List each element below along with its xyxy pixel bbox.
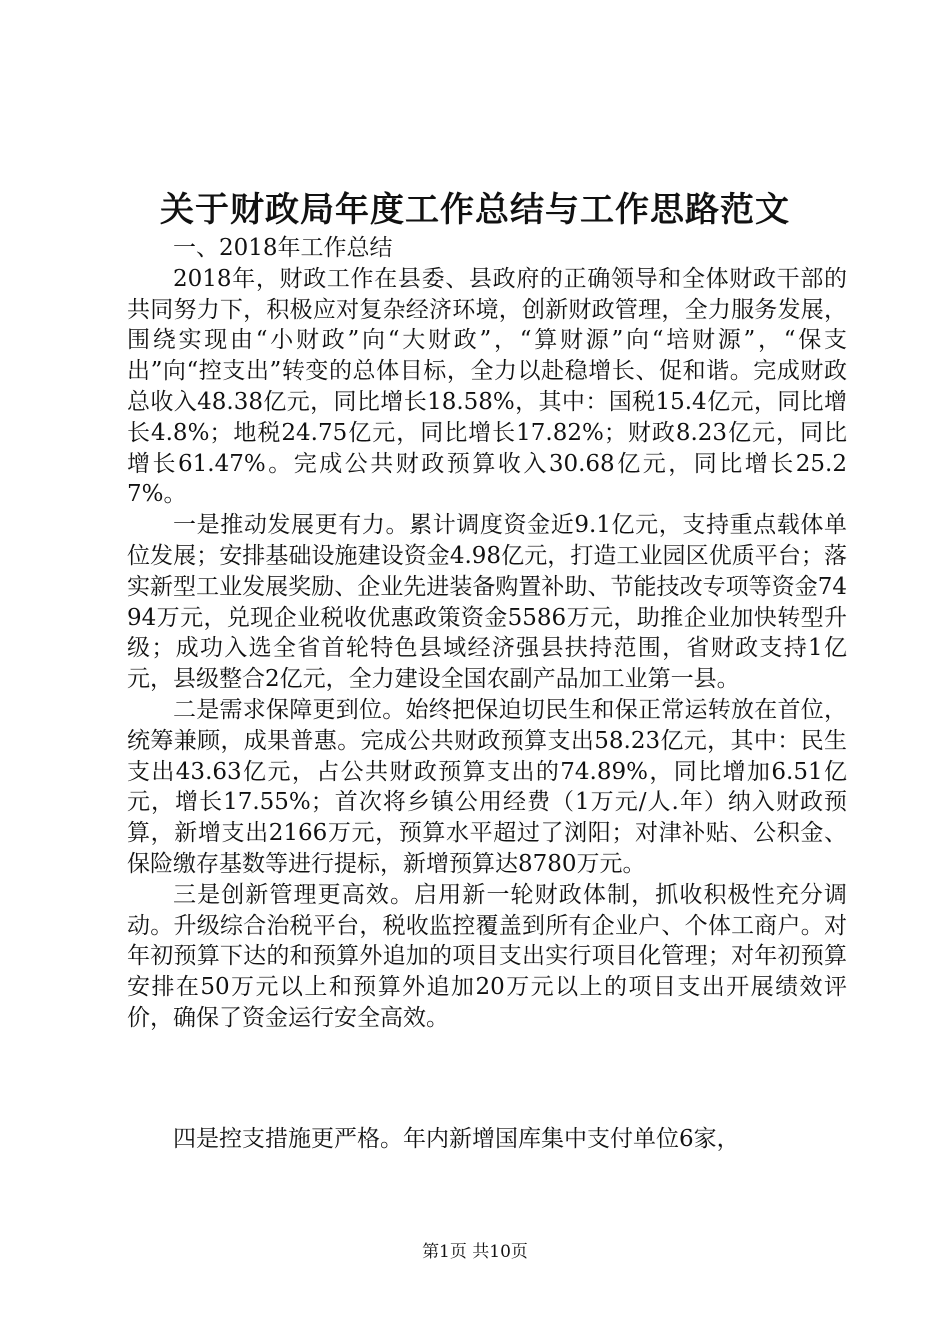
document-title: 关于财政局年度工作总结与工作思路范文 (160, 190, 790, 230)
section-heading: 一、2018年工作总结 (173, 235, 393, 261)
page-number-footer: 第1页 共10页 (422, 1242, 528, 1262)
paragraph-guarantee: 二是需求保障更到位。始终把保迫切民生和保正常运转放在首位，统筹兼顾，成果普惠。完成公共财政预算支出58.23亿元，其中：民生支出43.63亿元，占公共财政预算支出的74.89%，同比增加6.51亿元，增长17.55%；首次将乡镇公用经费（1万元/人.年）纳入财政预算，新增支出2166万元，预算水平超过了浏阳；对津补贴、公积金、保险缴存基数等进行提标，新增预算达8780万元。 (127, 696, 847, 877)
paragraph-expenditure-control: 四是控支措施更严格。年内新增国库集中支付单位6家， (173, 1126, 740, 1152)
document-body-continued (127, 1124, 847, 1155)
paragraph-management: 三是创新管理更高效。启用新一轮财政体制，抓收积极性充分调动。升级综合治税平台，税收监控覆盖到所有企业户、个体工商户。对年初预算下达的和预算外追加的项目支出实行项目化管理；对年初预算安排在50万元以上和预算外追加20万元以上的项目支出开展绩效评价，确保了资金运行安全高效。 (127, 881, 847, 1031)
paragraph-development: 一是推动发展更有力。累计调度资金近9.1亿元，支持重点载体单位发展；安排基础设施建设资金4.98亿元，打造工业园区优质平台；落实新型工业发展奖励、企业先进装备购置补助、节能技改专项等资金7494万元，兑现企业税收优惠政策资金5586万元，助推企业加快转型升级；成功入选全省首轮特色县域经济强县扶持范围，省财政支持1亿元，县级整合2亿元，全力建设全国农副产品加工业第一县。 (127, 512, 847, 693)
document-body (127, 233, 847, 1034)
paragraph-summary: 2018年，财政工作在县委、县政府的正确领导和全体财政干部的共同努力下，积极应对复杂经济环境，创新财政管理，全力服务发展，围绕实现由“小财政”向“大财政”，“算财源”向“培财源”，“保支出”向“控支出”转变的总体目标，全力以赴稳增长、促和谐。完成财政总收入48.38亿元，同比增长18.58%，其中：国税15.4亿元，同比增长4.8%；地税24.75亿元，同比增长17.82%；财政8.23亿元，同比增长61.47%。完成公共财政预算收入30.68亿元，同比增长25.27%。 (127, 265, 847, 508)
